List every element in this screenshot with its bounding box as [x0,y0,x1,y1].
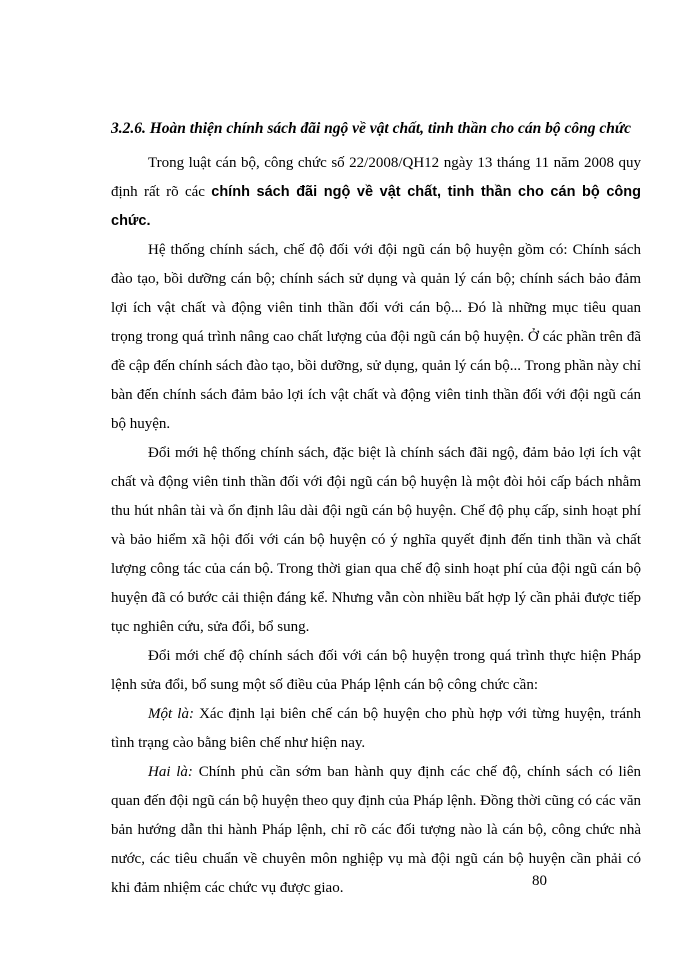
section-heading: 3.2.6. Hoàn thiện chính sách đãi ngộ về vật chất, tinh thần cho cán bộ công chức [111,120,631,137]
paragraph-item-one [111,700,641,758]
paragraph-policy-system: Hệ thống chính sách, chế độ đối với đội ngũ cán bộ huyện gồm có: Chính sách đào tạo, bồi dưỡng cán bộ; chính sách sử dụng và quản lý cán bộ; chính sách bảo đảm lợi ích vật chất và động viên tinh thần đối với cán bộ... Đó là những mục tiêu quan trọng trong quá trình nâng cao chất lượng của đội ngũ cán bộ huyện. Ở các phần trên đã đề cập đến chính sách đào tạo, bồi dưỡng, sử dụng, quản lý cán bộ... Trong phần này chỉ bàn đến chính sách đảm bảo lợi ích vật chất và động viên tinh thần đối với đội ngũ cán bộ huyện. [111,242,641,432]
paragraph-item-two [111,758,641,903]
item-label: Hai là: [148,764,193,780]
item-text: Xác định lại biên chế cán bộ huyện cho phù hợp với từng huyện, tránh tình trạng cào bằng biên chế như hiện nay. [111,706,641,751]
paragraph-policy-reform: Đổi mới hệ thống chính sách, đặc biệt là chính sách đãi ngộ, đảm bảo lợi ích vật chất và động viên tinh thần đối với đội ngũ cán bộ huyện là một đòi hỏi cấp bách nhằm thu hút nhân tài và ổn định lâu dài đội ngũ cán bộ huyện. Chế độ phụ cấp, sinh hoạt phí và bảo hiểm xã hội đối với cán bộ huyện có ý nghĩa quyết định đến tinh thần và chất lượng công tác của cán bộ. Trong thời gian qua chế độ sinh hoạt phí của đội ngũ cán bộ huyện đã có bước cải thiện đáng kể. Nhưng vẫn còn nhiều bất hợp lý cần phải được tiếp tục nghiên cứu, sửa đổi, bổ sung. [111,445,641,635]
document-page [111,113,641,903]
policy-emphasis: chính sách đãi ngộ về vật chất, tinh thần cho cán bộ công chức. [111,184,641,229]
page-number: 80 [532,873,547,889]
paragraph-law-reference [111,149,641,236]
item-text: Chính phủ cần sớm ban hành quy định các chế độ, chính sách có liên quan đến đội ngũ cán bộ huyện theo quy định của Pháp lệnh. Đồng thời cũng có các văn bản hướng dẫn thi hành Pháp lệnh, chỉ rõ các đối tượng nào là cán bộ, công chức nhà nước, các tiêu chuẩn về chuyên môn nghiệp vụ mà đội ngũ cán bộ huyện cần phải có khi đảm nhiệm các chức vụ được giao. [111,764,641,896]
paragraph-text: Trong luật cán bộ, công chức số 22/2008/QH12 ngày 13 tháng 11 năm 2008 quy định rất rõ các [111,155,641,200]
item-label: Một là: [148,706,194,722]
paragraph-reform-requirements: Đổi mới chế độ chính sách đối với cán bộ huyện trong quá trình thực hiện Pháp lệnh sửa đổi, bổ sung một số điều của Pháp lệnh cán bộ công chức cần: [111,648,641,693]
